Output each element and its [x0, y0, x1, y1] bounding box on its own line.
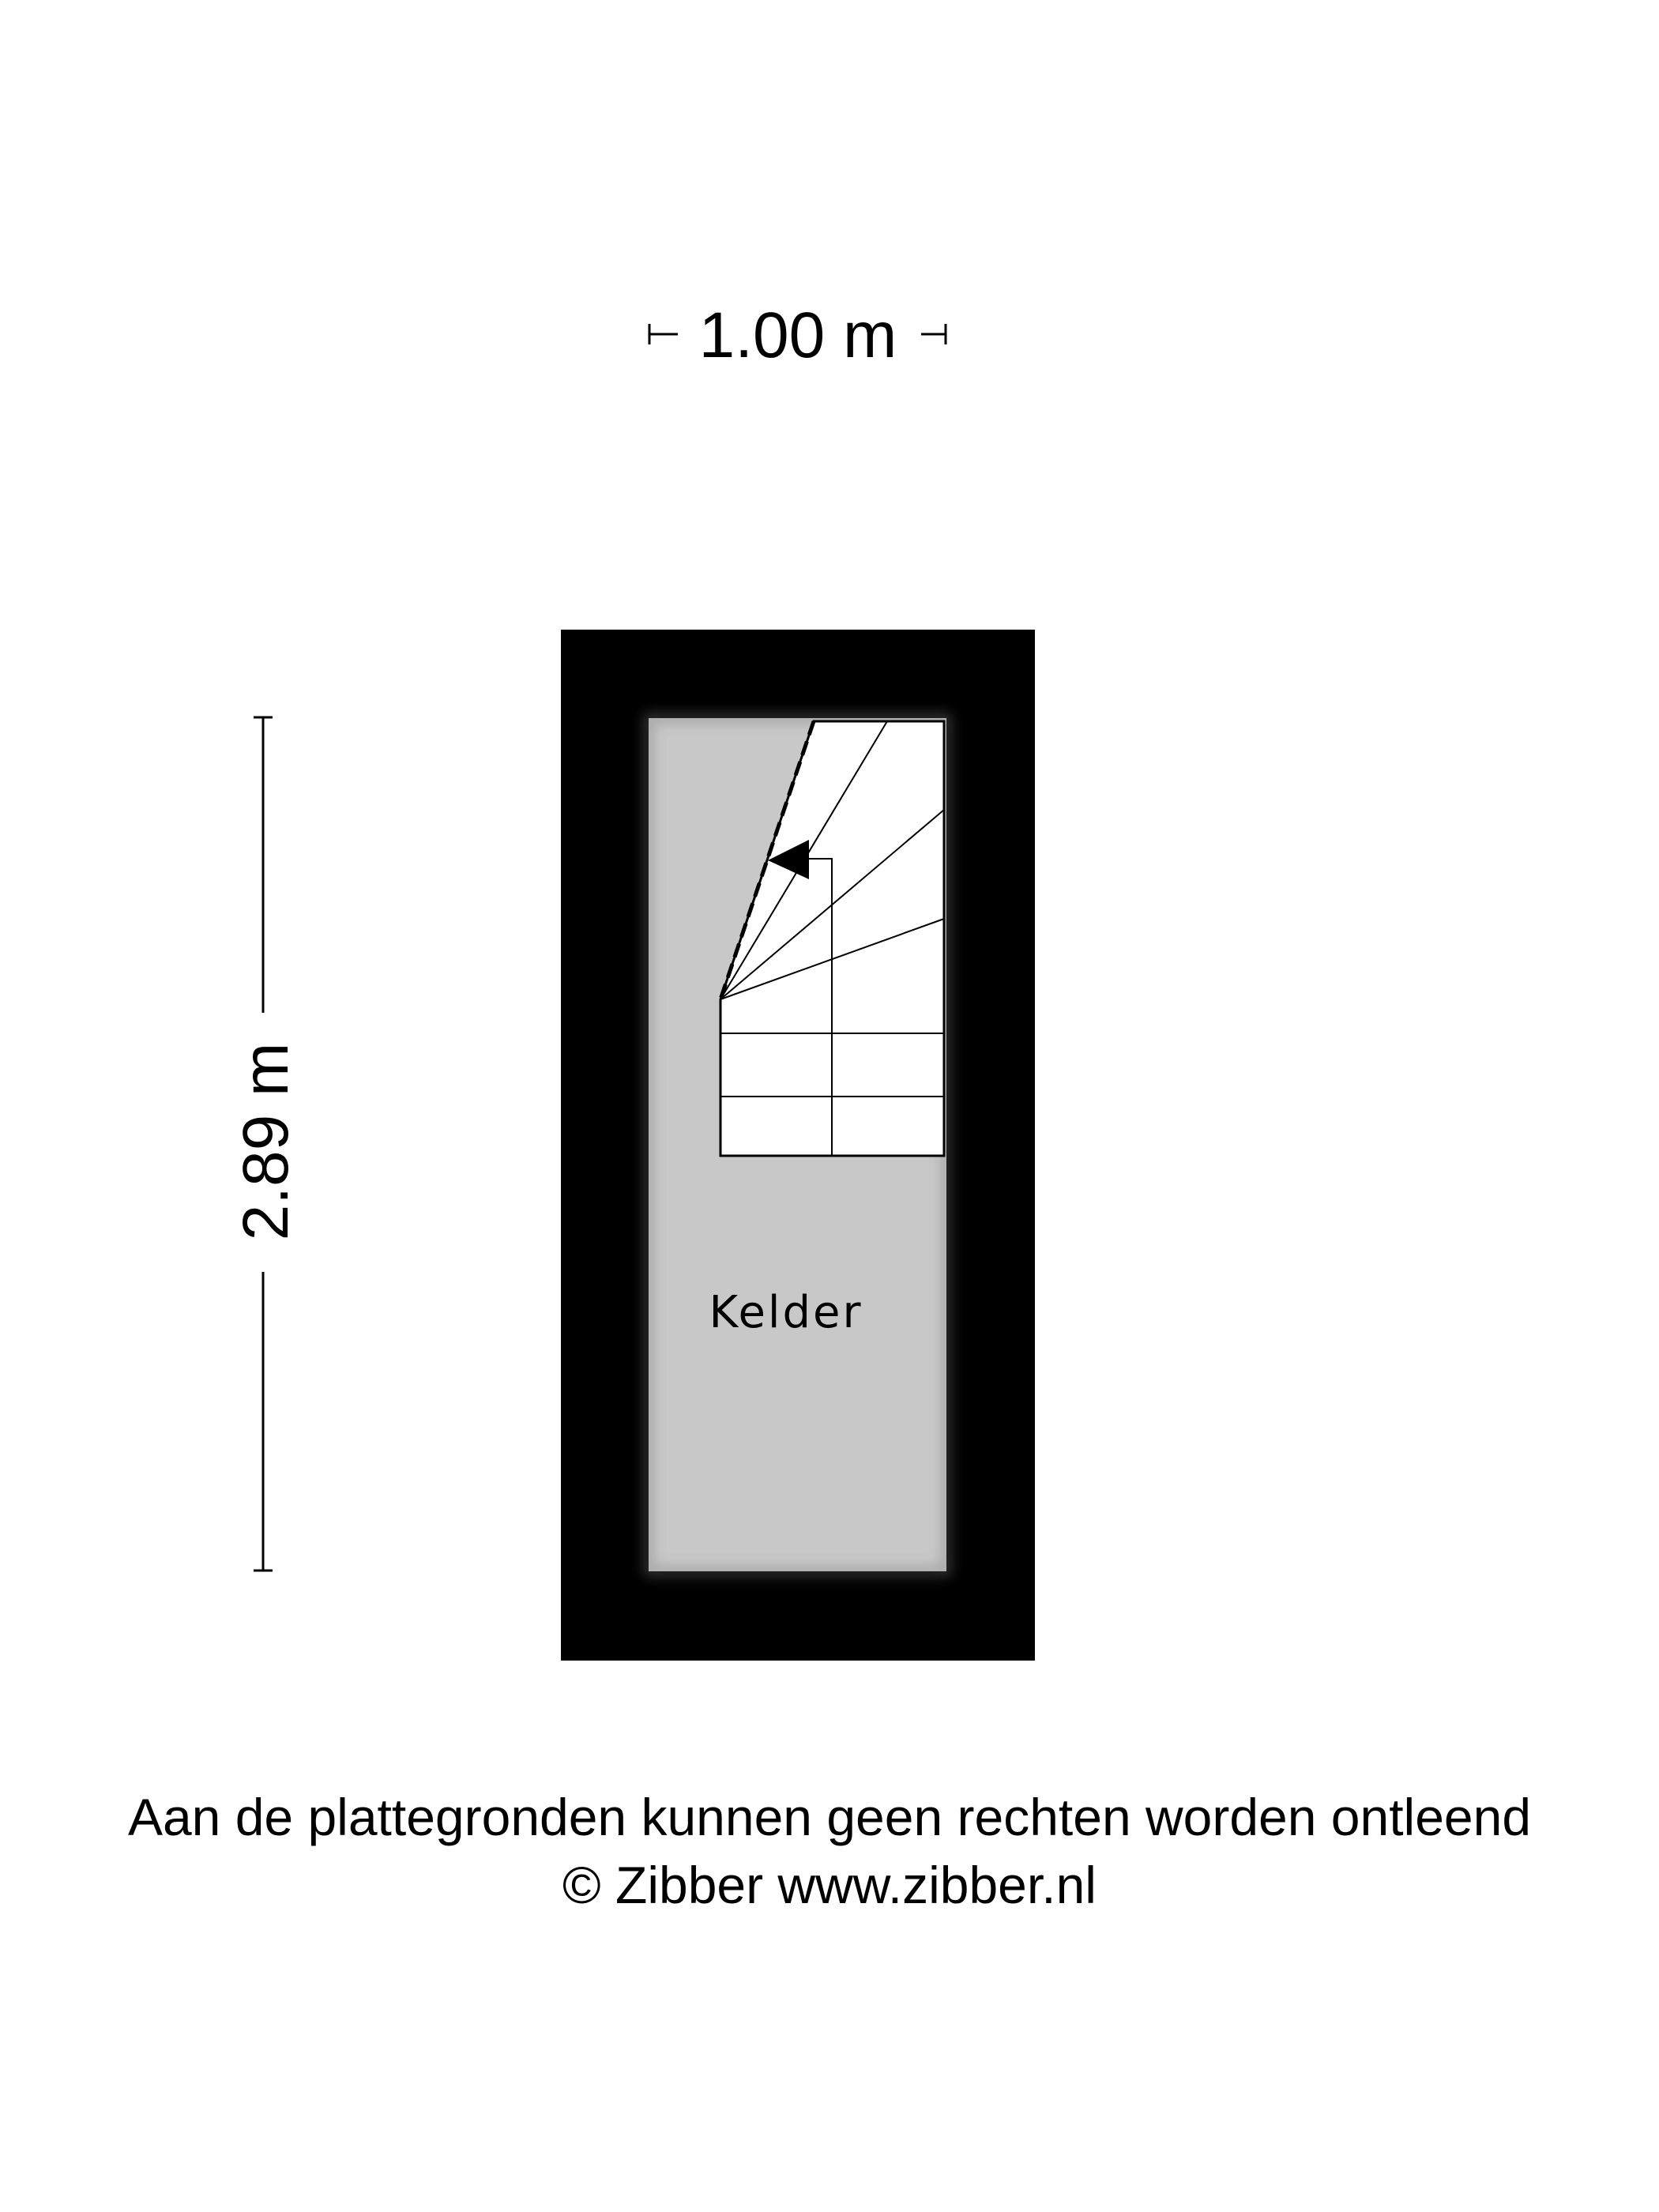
disclaimer-text: Aan de plattegronden kunnen geen rechten worden ontleend	[127, 1788, 1532, 1846]
height-dimension	[230, 717, 302, 1571]
height-dimension-label: 2.89 m	[230, 1042, 302, 1241]
room-label: Kelder	[709, 1287, 863, 1338]
width-dimension	[649, 299, 946, 371]
copyright-text: © Zibber www.zibber.nl	[562, 1856, 1097, 1914]
width-dimension-label: 1.00 m	[698, 299, 897, 371]
